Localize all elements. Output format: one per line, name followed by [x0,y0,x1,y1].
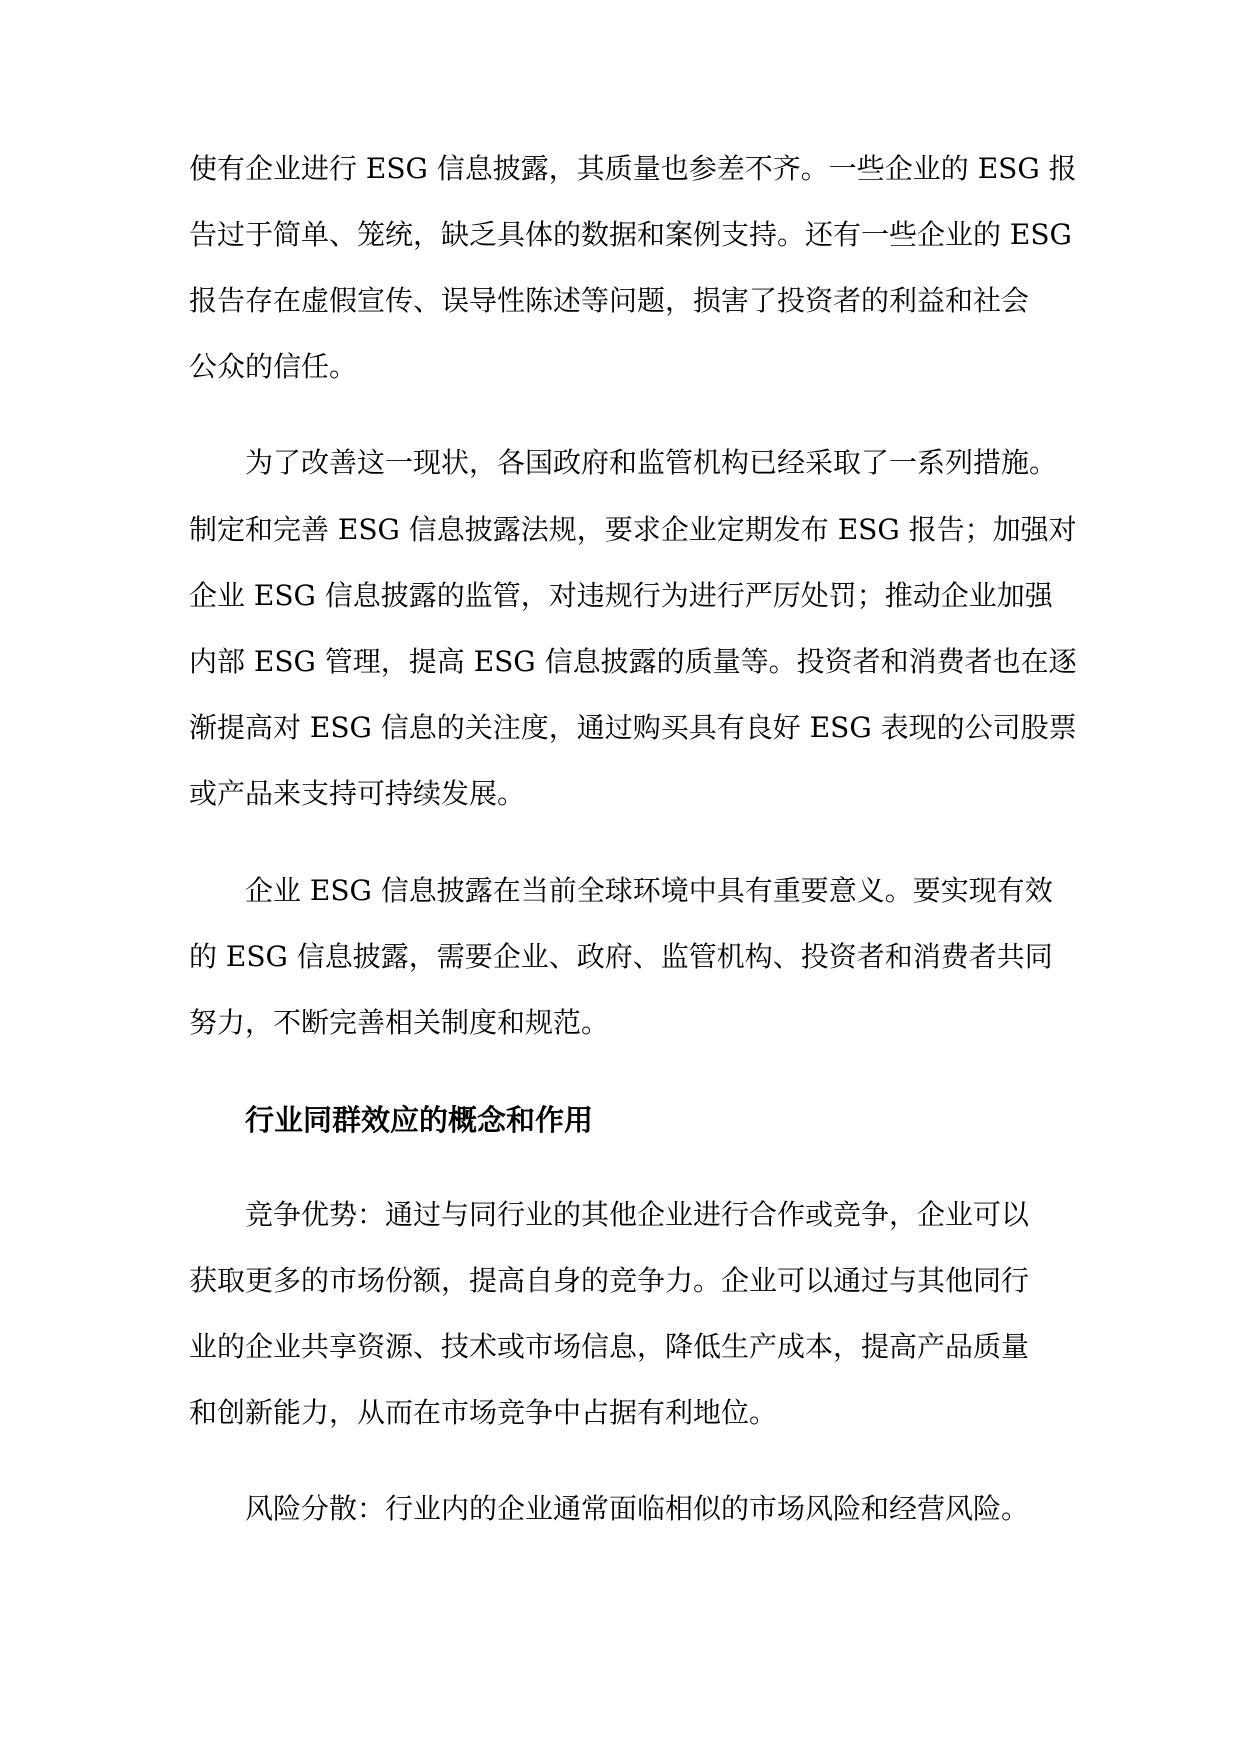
paragraph-1-line-4: 公众的信任。 [189,350,358,383]
paragraph-2-line-5: 渐提高对 ESG 信息的关注度，通过购买具有良好 ESG 表现的公司股票 [189,711,1077,744]
paragraph-4-line-4: 和创新能力，从而在市场竞争中占据有利地位。 [189,1396,778,1429]
paragraph-2-line-2: 制定和完善 ESG 信息披露法规，要求企业定期发布 ESG 报告；加强对 [189,513,1077,546]
paragraph-3-line-2: 的 ESG 信息披露，需要企业、政府、监管机构、投资者和消费者共同 [189,940,1053,973]
paragraph-2-line-1: 为了改善这一现状，各国政府和监管机构已经采取了一系列措施。 [245,446,1058,479]
paragraph-4-line-3: 业的企业共享资源、技术或市场信息，降低生产成本，提高产品质量 [189,1330,1030,1363]
paragraph-5-line-1: 风险分散：行业内的企业通常面临相似的市场风险和经营风险。 [245,1492,1030,1525]
paragraph-3-line-3: 努力，不断完善相关制度和规范。 [189,1006,610,1039]
paragraph-1-line-2: 告过于简单、笼统，缺乏具体的数据和案例支持。还有一些企业的 ESG [189,218,1072,251]
paragraph-4-line-1: 竞争优势：通过与同行业的其他企业进行合作或竞争，企业可以 [245,1198,1030,1231]
paragraph-1-line-1: 使有企业进行 ESG 信息披露，其质量也参差不齐。一些企业的 ESG 报 [189,152,1077,185]
paragraph-2-line-3: 企业 ESG 信息披露的监管，对违规行为进行严厉处罚；推动企业加强 [189,579,1053,612]
paragraph-4-line-2: 获取更多的市场份额，提高自身的竞争力。企业可以通过与其他同行 [189,1264,1030,1297]
section-heading: 行业同群效应的概念和作用 [245,1103,594,1137]
paragraph-1-line-3: 报告存在虚假宣传、误导性陈述等问题，损害了投资者的利益和社会 [189,284,1030,317]
paragraph-3-line-1: 企业 ESG 信息披露在当前全球环境中具有重要意义。要实现有效 [245,874,1053,907]
paragraph-2-line-4: 内部 ESG 管理，提高 ESG 信息披露的质量等。投资者和消费者也在逐 [189,645,1077,678]
paragraph-2-line-6: 或产品来支持可持续发展。 [189,777,526,810]
